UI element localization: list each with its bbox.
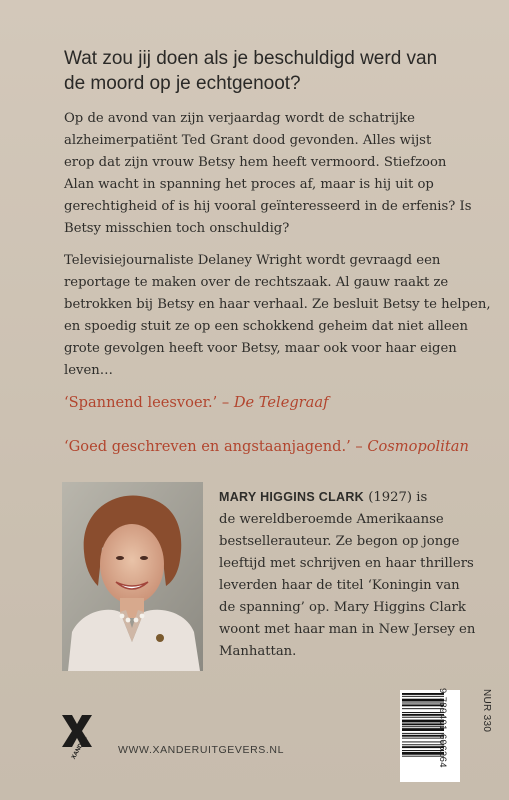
text-line: reportage te maken over de rechtszaak. Al gauw raakt ze <box>64 275 449 290</box>
text-line: Op de avond van zijn verjaardag wordt de schatrijke <box>64 111 415 126</box>
text-line: Alan wacht in spanning het proces af, maar is hij uit op <box>64 177 434 192</box>
text-line: en spoedig stuit ze op een schokkend geheim dat niet alleen <box>64 319 468 334</box>
text-line: alzheimerpatiënt Ted Grant dood gevonden. Alles wijst <box>64 133 432 148</box>
text-line: de wereldberoemde Amerikaanse <box>219 512 444 527</box>
headline-line: de moord op je echtgenoot? <box>64 73 301 94</box>
quote-source: De Telegraaf <box>233 394 329 411</box>
review-quote-telegraaf <box>64 394 504 411</box>
headline-line: Wat zou jij doen als je beschuldigd werd van <box>64 48 438 69</box>
quote-text: ‘Spannend leesvoer.’ – <box>64 394 234 411</box>
author-portrait-image <box>62 482 203 671</box>
quote-text: ‘Goed geschreven en angstaanjagend.’ – <box>64 438 368 455</box>
svg-text:XANDER: XANDER <box>70 735 89 761</box>
text-line: de spanning’ op. Mary Higgins Clark <box>219 600 466 615</box>
text-line: betrokken bij Betsy en haar verhaal. Ze besluit Betsy te helpen, <box>64 297 491 312</box>
quote-source: Cosmopolitan <box>367 438 469 455</box>
text-line: woont met haar man in New Jersey en <box>219 622 476 637</box>
text-line: leven… <box>64 363 113 378</box>
text-line: leeftijd met schrijven en haar thrillers <box>219 556 474 571</box>
text-line: grote gevolgen heeft voor Betsy, maar ook voor haar eigen <box>64 341 457 356</box>
xander-logo <box>60 713 94 763</box>
text-line: (1927) is <box>364 490 428 505</box>
author-bio <box>219 486 499 663</box>
text-line: gerechtigheid of is hij vooral geïnteresseerd in de erfenis? Is <box>64 199 472 214</box>
publisher-website: WWW.XANDERUITGEVERS.NL <box>118 744 285 756</box>
review-quote-cosmopolitan <box>64 438 504 455</box>
isbn-barcode <box>400 690 460 782</box>
text-line: bestsellerauteur. Ze begon op jonge <box>219 534 460 549</box>
synopsis-paragraph-2 <box>64 250 494 382</box>
author-name: MARY HIGGINS CLARK <box>219 490 364 504</box>
synopsis-paragraph-1 <box>64 108 494 240</box>
headline <box>64 46 484 96</box>
text-line: Televisiejournaliste Delaney Wright wordt gevraagd een <box>64 253 441 268</box>
text-line: leverden haar de titel ‘Koningin van <box>219 578 460 593</box>
isbn-number: 9 789401 606264 <box>437 688 448 768</box>
text-line: Manhattan. <box>219 644 297 659</box>
nur-code: NUR 330 <box>481 689 492 733</box>
text-line: erop dat zijn vrouw Betsy hem heeft vermoord. Stiefzoon <box>64 155 447 170</box>
text-line: Betsy misschien toch onschuldig? <box>64 221 290 236</box>
author-photo <box>62 482 203 671</box>
